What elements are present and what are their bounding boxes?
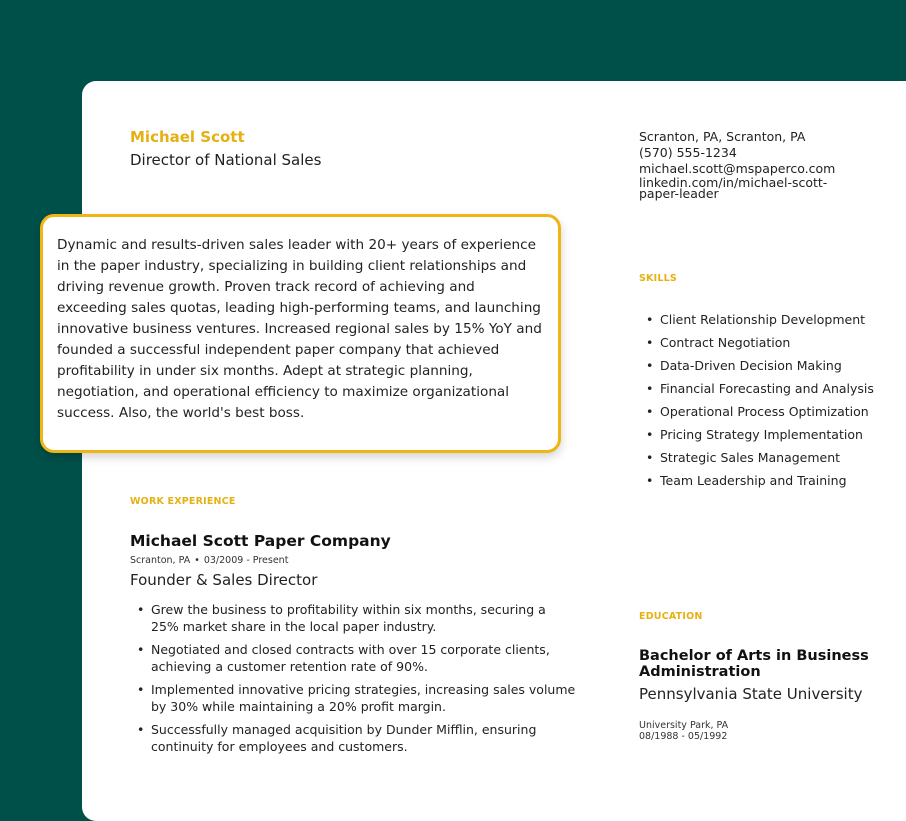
bullet-icon: •	[646, 473, 654, 488]
contact-email: michael.scott@mspaperco.com	[639, 161, 836, 176]
list-item	[137, 681, 577, 715]
job-meta	[130, 555, 288, 566]
school-name: Pennsylvania State University	[639, 685, 863, 703]
achievement-text: Successfully managed acquisition by Dunder Mifflin, ensuring continuity for employees and customers.	[151, 722, 537, 754]
list-item	[646, 357, 876, 374]
bullet-icon: •	[137, 602, 145, 617]
skill-label: Contract Negotiation	[660, 335, 791, 350]
bullet-icon: •	[646, 427, 654, 442]
bullet-icon: •	[646, 404, 654, 419]
bullet-icon: •	[137, 642, 145, 657]
bullet-icon: •	[646, 381, 654, 396]
list-item	[137, 721, 577, 755]
bullet-icon: •	[646, 450, 654, 465]
bullet-icon: •	[137, 722, 145, 737]
skill-label: Pricing Strategy Implementation	[660, 427, 863, 442]
bullet-icon: •	[646, 335, 654, 350]
experience-bullets	[137, 601, 577, 761]
achievement-text: Grew the business to profitability within six months, securing a 25% market share in the local paper industry.	[151, 602, 546, 634]
list-item	[137, 641, 577, 675]
list-item	[646, 334, 876, 351]
skill-label: Financial Forecasting and Analysis	[660, 381, 874, 396]
list-item	[137, 601, 577, 635]
degree-title: Bachelor of Arts in Business Administration	[639, 648, 869, 680]
work-experience-heading: WORK EXPERIENCE	[130, 496, 236, 507]
candidate-title: Director of National Sales	[130, 151, 322, 169]
skills-list	[646, 311, 876, 495]
job-location: Scranton, PA	[130, 555, 191, 566]
list-item	[646, 472, 876, 489]
skill-label: Operational Process Optimization	[660, 404, 869, 419]
skills-heading: SKILLS	[639, 273, 677, 284]
achievement-text: Negotiated and closed contracts with over 15 corporate clients, achieving a customer retention rate of 90%.	[151, 642, 550, 674]
education-dates: 08/1988 - 05/1992	[639, 731, 728, 742]
job-dates: 03/2009 - Present	[203, 555, 289, 566]
list-item	[646, 311, 876, 328]
contact-block	[639, 129, 869, 199]
achievement-text: Implemented innovative pricing strategies, increasing sales volume by 30% while maintaining a 20% profit margin.	[151, 682, 576, 714]
contact-phone: (570) 555-1234	[639, 145, 737, 160]
list-item	[646, 403, 876, 420]
contact-location: Scranton, PA, Scranton, PA	[639, 129, 806, 144]
skill-label: Client Relationship Development	[660, 312, 866, 327]
list-item	[646, 426, 876, 443]
contact-linkedin-line1: linkedin.com/in/michael-scott-	[639, 175, 828, 190]
skill-label: Data-Driven Decision Making	[660, 358, 842, 373]
contact-linkedin-line2: paper-leader	[639, 186, 719, 201]
bullet-icon: •	[646, 358, 654, 373]
summary-highlight-box	[40, 214, 561, 453]
dot-separator-icon: •	[194, 555, 200, 566]
skill-label: Team Leadership and Training	[660, 473, 847, 488]
list-item	[646, 449, 876, 466]
skill-label: Strategic Sales Management	[660, 450, 841, 465]
list-item	[646, 380, 876, 397]
summary-text: Dynamic and results-driven sales leader with 20+ years of experience in the paper industry, specializing in building client relationships and driving revenue growth. Proven track record of achieving and exceeding sales quotas, leading high-performing teams, and launching innovative business ventures. Increased regional sales by 15% YoY and founded a successful independent paper company that achieved profitability in under six months. Adept at strategic planning, negotiation, and operational efficiency to maximize organizational success. Also, the world's best boss.	[57, 237, 542, 421]
contact-linkedin	[639, 177, 869, 199]
education-heading: EDUCATION	[639, 611, 703, 622]
job-role: Founder & Sales Director	[130, 571, 318, 589]
company-name: Michael Scott Paper Company	[130, 532, 391, 550]
education-meta	[639, 720, 728, 742]
bullet-icon: •	[137, 682, 145, 697]
school-location: University Park, PA	[639, 720, 729, 731]
candidate-name: Michael Scott	[130, 128, 245, 146]
bullet-icon: •	[646, 312, 654, 327]
